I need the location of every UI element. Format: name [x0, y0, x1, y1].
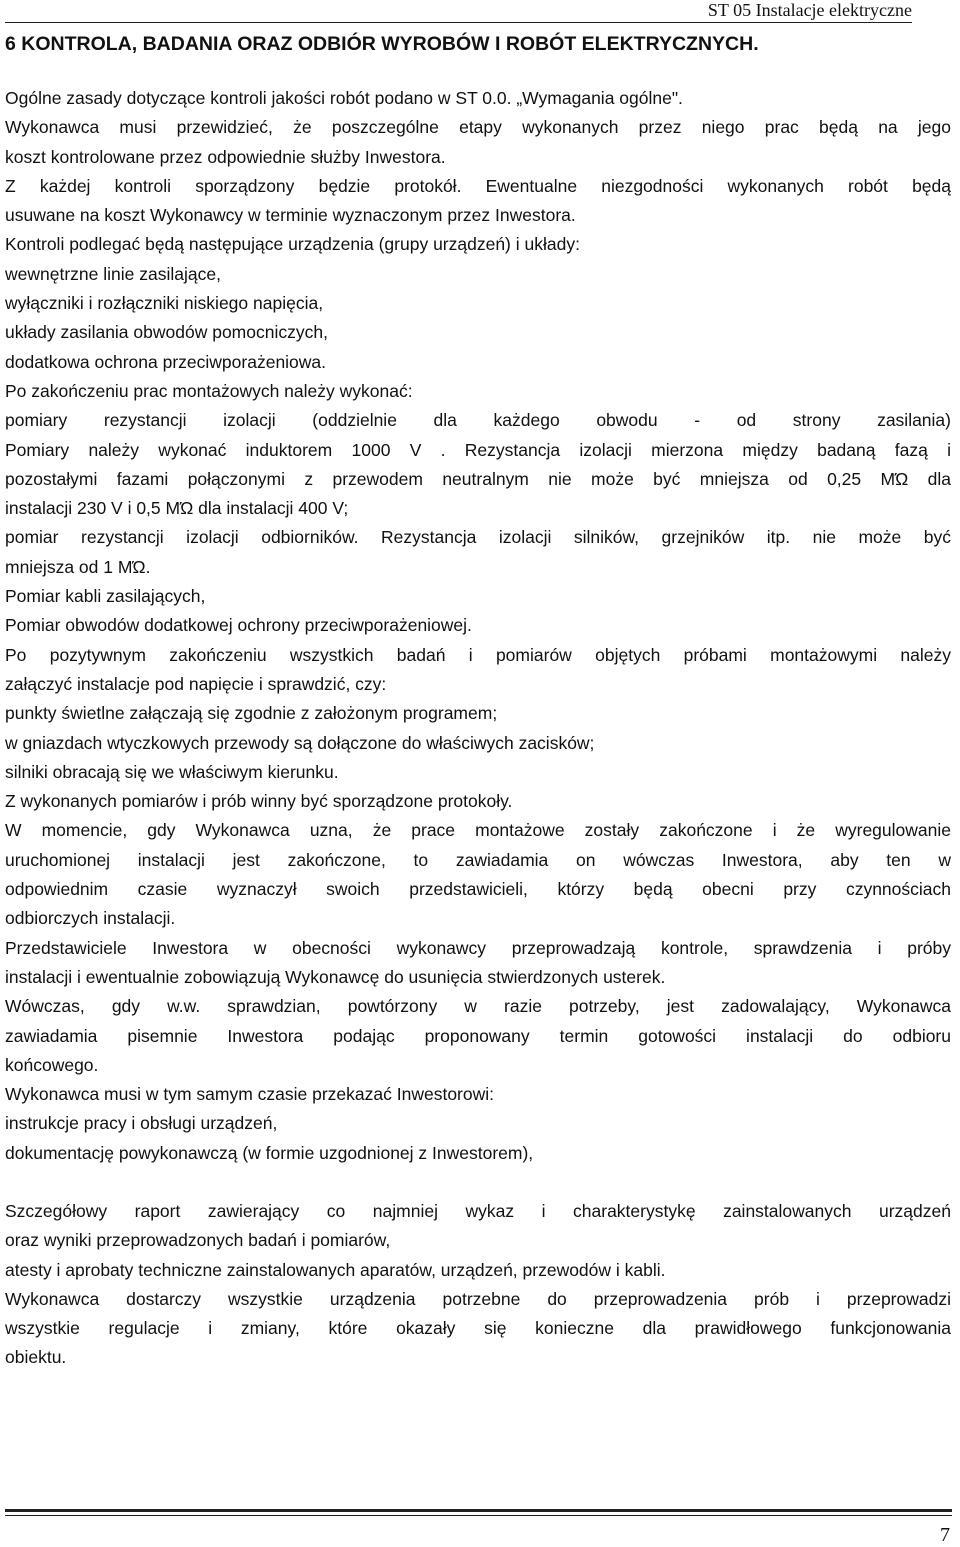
body-line: mniejsza od 1 MΏ. [5, 556, 151, 577]
body-line: odpowiednim czasie wyznaczył swoich przedstawicieli, którzy będą obecni przy czynnościach [5, 879, 951, 900]
body-line: W momencie, gdy Wykonawca uzna, że prace montażowe zostały zakończone i że wyregulowanie [5, 820, 951, 841]
body-line: Wykonawca dostarczy wszystkie urządzenia potrzebne do przeprowadzenia prób i przeprowadzi [5, 1288, 951, 1309]
body-line: pozostałymi fazami połączonymi z przewodem neutralnym nie może być mniejsza od 0,25 MΏ dla [5, 468, 951, 489]
body-line: odbiorczych instalacji. [5, 908, 176, 929]
body-line: Pomiary należy wykonać induktorem 1000 V . Rezystancja izolacji mierzona między badaną fazą i [5, 439, 951, 460]
list-item: instrukcje pracy i obsługi urządzeń, [5, 1113, 278, 1134]
list-item: wyłączniki i rozłączniki niskiego napięcia, [5, 293, 324, 314]
body-line: Z każdej kontroli sporządzony będzie protokół. Ewentualne niezgodności wykonanych robót będą [5, 175, 951, 196]
body-line: Po pozytywnym zakończeniu wszystkich badań i pomiarów objętych próbami montażowymi należy [5, 644, 951, 665]
section-heading: 6 KONTROLA, BADANIA ORAZ ODBIÓR WYROBÓW I ROBÓT ELEKTRYCZNYCH. [5, 33, 759, 55]
body-line: Wówczas, gdy w.w. sprawdzian, powtórzony w razie potrzeby, jest zadowalający, Wykonawca [5, 996, 951, 1017]
blank-line [5, 1168, 951, 1197]
list-item: wewnętrzne linie zasilające, [5, 263, 221, 284]
body-line: oraz wyniki przeprowadzonych badań i pomiarów, [5, 1230, 391, 1251]
body-line: zawiadamia pisemnie Inwestora podając proponowany termin gotowości instalacji do odbioru [5, 1025, 951, 1046]
list-item: dokumentację powykonawczą (w formie uzgodnionej z Inwestorem), [5, 1142, 534, 1163]
page-number: 7 [940, 1524, 950, 1546]
list-item: pomiar rezystancji izolacji odbiorników. Rezystancja izolacji silników, grzejników itp. nie może być [5, 527, 951, 548]
body-line: końcowego. [5, 1054, 99, 1075]
list-item: pomiary rezystancji izolacji (oddzielnie dla każdego obwodu - od strony zasilania) [5, 410, 951, 431]
document-body [5, 84, 951, 1373]
body-line: koszt kontrolowane przez odpowiednie służby Inwestora. [5, 146, 446, 167]
body-line: Wykonawca musi przewidzieć, że poszczególne etapy wykonanych przez niego prac będą na jego [5, 117, 951, 138]
header-rule [5, 22, 912, 23]
body-line: Z wykonanych pomiarów i prób winny być sporządzone protokoły. [5, 791, 513, 812]
body-line: wszystkie regulacje i zmiany, które okazały się konieczne dla prawidłowego funkcjonowania [5, 1318, 951, 1339]
body-line: Ogólne zasady dotyczące kontroli jakości robót podano w ST 0.0. „Wymagania ogólne". [5, 88, 683, 108]
footer-rule-thin [5, 1515, 952, 1516]
list-item: układy zasilania obwodów pomocniczych, [5, 322, 328, 343]
running-header: ST 05 Instalacje elektryczne [707, 0, 912, 20]
list-item: w gniazdach wtyczkowych przewody są dołączone do właściwych zacisków; [5, 732, 595, 753]
body-line: załączyć instalacje pod napięcie i sprawdzić, czy: [5, 673, 387, 694]
list-item: silniki obracają się we właściwym kierunku. [5, 761, 339, 782]
list-item: Pomiar kabli zasilających, [5, 586, 206, 607]
list-item: atesty i aprobaty techniczne zainstalowanych aparatów, urządzeń, przewodów i kabli. [5, 1259, 666, 1280]
body-line: instalacji 230 V i 0,5 MΏ dla instalacji 400 V; [5, 498, 349, 519]
body-line: Po zakończeniu prac montażowych należy wykonać: [5, 380, 413, 401]
list-item: Szczegółowy raport zawierający co najmniej wykaz i charakterystykę zainstalowanych urządzeń [5, 1200, 951, 1221]
list-item: Pomiar obwodów dodatkowej ochrony przeciwporażeniowej. [5, 615, 472, 636]
body-line: Przedstawiciele Inwestora w obecności wykonawcy przeprowadzają kontrole, sprawdzenia i próby [5, 937, 951, 958]
body-line: Wykonawca musi w tym samym czasie przekazać Inwestorowi: [5, 1084, 495, 1105]
body-line: obiektu. [5, 1347, 67, 1368]
list-item: dodatkowa ochrona przeciwporażeniowa. [5, 351, 327, 372]
body-line: usuwane na koszt Wykonawcy w terminie wyznaczonym przez Inwestora. [5, 205, 576, 226]
body-line: instalacji i ewentualnie zobowiązują Wykonawcę do usunięcia stwierdzonych usterek. [5, 966, 666, 987]
footer-rule [5, 1509, 952, 1512]
body-line: Kontroli podlegać będą następujące urządzenia (grupy urządzeń) i układy: [5, 234, 580, 255]
list-item: punkty świetlne załączają się zgodnie z założonym programem; [5, 703, 498, 724]
body-line: uruchomionej instalacji jest zakończone, to zawiadamia on wówczas Inwestora, aby ten w [5, 849, 951, 870]
